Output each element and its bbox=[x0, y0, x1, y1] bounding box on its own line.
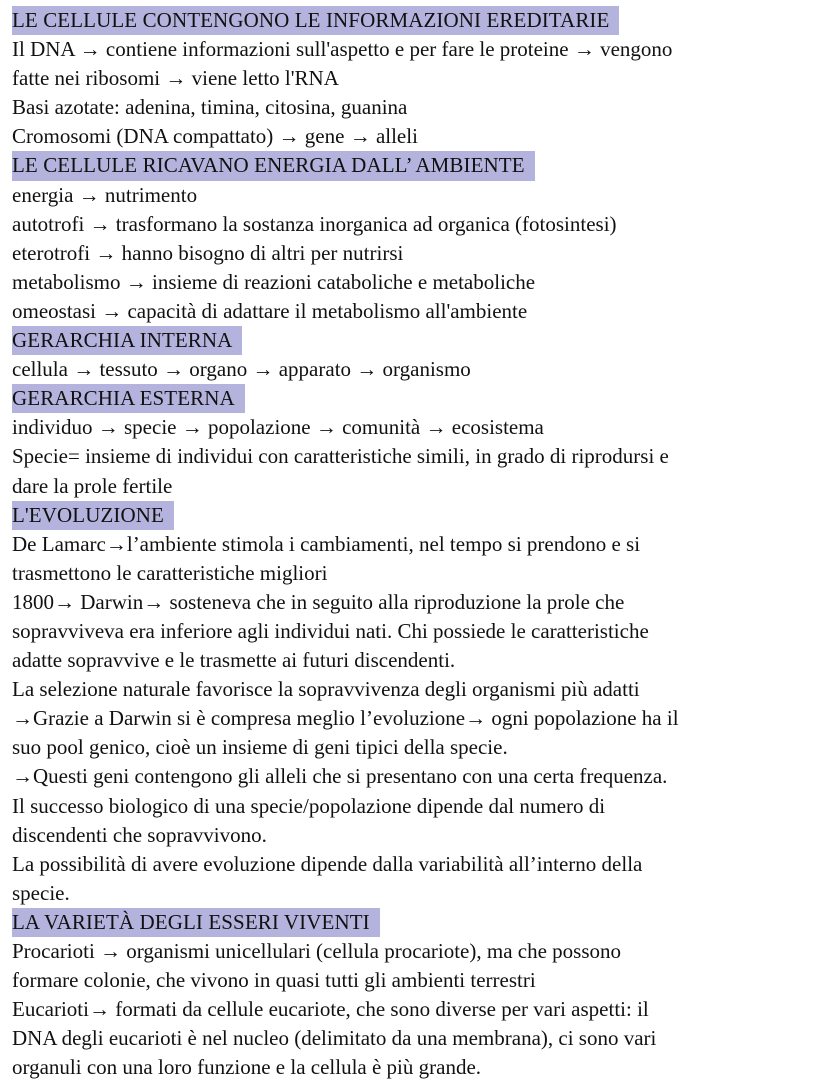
body-text-line: specie. bbox=[12, 880, 70, 905]
section-heading-row bbox=[12, 384, 820, 413]
section-heading: LE CELLULE RICAVANO ENERGIA DALL’ AMBIENTE bbox=[12, 151, 535, 180]
body-text-line: suo pool genico, cioè un insieme di geni tipici della specie. bbox=[12, 735, 508, 760]
body-text-line: La possibilità di avere evoluzione dipende dalla variabilità all’interno della bbox=[12, 851, 643, 876]
body-text-line: eterotrofi → hanno bisogno di altri per nutrirsi bbox=[12, 240, 404, 265]
section bbox=[12, 908, 820, 1083]
body-text-line: omeostasi → capacità di adattare il metabolismo all'ambiente bbox=[12, 298, 528, 323]
section bbox=[12, 501, 820, 908]
section-heading: GERARCHIA ESTERNA bbox=[12, 384, 245, 413]
body-text-line: dare la prole fertile bbox=[12, 473, 173, 498]
section-heading-row bbox=[12, 908, 820, 937]
body-text-line: DNA degli eucarioti è nel nucleo (delimitato da una membrana), ci sono vari bbox=[12, 1026, 657, 1051]
body-text-line: adatte sopravvive e le trasmette ai futuri discendenti. bbox=[12, 648, 456, 673]
body-text-line: De Lamarc→l’ambiente stimola i cambiamenti, nel tempo si prendono e si bbox=[12, 531, 641, 556]
body-text-line: →Grazie a Darwin si è compresa meglio l’evoluzione→ ogni popolazione ha il bbox=[12, 706, 679, 731]
section bbox=[12, 384, 820, 500]
body-text-line: formare colonie, che vivono in quasi tutti gli ambienti terrestri bbox=[12, 968, 536, 993]
section-heading: LA VARIETÀ DEGLI ESSERI VIVENTI bbox=[12, 908, 380, 937]
body-text-line: discendenti che sopravvivono. bbox=[12, 822, 267, 847]
section-heading-row bbox=[12, 6, 820, 35]
section-heading-row bbox=[12, 151, 820, 180]
body-text-line: organuli con una loro funzione e la cellula è più grande. bbox=[12, 1055, 482, 1080]
body-text-line: Il successo biologico di una specie/popolazione dipende dal numero di bbox=[12, 793, 606, 818]
body-text-line: fatte nei ribosomi → viene letto l'RNA bbox=[12, 66, 339, 91]
body-text-line: cellula → tessuto → organo → apparato → organismo bbox=[12, 357, 471, 382]
section-heading: GERARCHIA INTERNA bbox=[12, 326, 242, 355]
body-text-line: Eucarioti→ formati da cellule eucariote, che sono diverse per vari aspetti: il bbox=[12, 997, 649, 1022]
section bbox=[12, 326, 820, 384]
section-heading: L'EVOLUZIONE bbox=[12, 501, 174, 530]
section-heading: LE CELLULE CONTENGONO LE INFORMAZIONI EREDITARIE bbox=[12, 6, 619, 35]
body-text-line: Specie= insieme di individui con caratteristiche simili, in grado di riprodursi e bbox=[12, 444, 669, 469]
body-text-line: trasmettono le caratteristiche migliori bbox=[12, 560, 328, 585]
body-text-line: sopravviveva era inferiore agli individui nati. Chi possiede le caratteristiche bbox=[12, 618, 649, 643]
section bbox=[12, 6, 820, 151]
body-text-line: Procarioti → organismi unicellulari (cellula procariote), ma che possono bbox=[12, 939, 622, 963]
body-text-line: →Questi geni contengono gli alleli che si presentano con una certa frequenza. bbox=[12, 764, 668, 789]
body-text-line: La selezione naturale favorisce la sopravvivenza degli organismi più adatti bbox=[12, 677, 640, 702]
body-text-line: autotrofi → trasformano la sostanza inorganica ad organica (fotosintesi) bbox=[12, 211, 617, 236]
body-text-line: individuo → specie → popolazione → comunità → ecosistema bbox=[12, 415, 544, 440]
section-heading-row bbox=[12, 501, 820, 530]
body-text-line: Basi azotate: adenina, timina, citosina, guanina bbox=[12, 95, 408, 120]
body-text-line: energia → nutrimento bbox=[12, 182, 198, 207]
body-text-line: 1800→ Darwin→ sosteneva che in seguito alla riproduzione la prole che bbox=[12, 589, 625, 614]
section bbox=[12, 151, 820, 326]
section-heading-row bbox=[12, 326, 820, 355]
body-text-line: Il DNA → contiene informazioni sull'aspetto e per fare le proteine → vengono bbox=[12, 37, 673, 62]
body-text-line: Cromosomi (DNA compattato) → gene → alleli bbox=[12, 124, 418, 149]
body-text-line: metabolismo → insieme di reazioni cataboliche e metaboliche bbox=[12, 269, 536, 294]
